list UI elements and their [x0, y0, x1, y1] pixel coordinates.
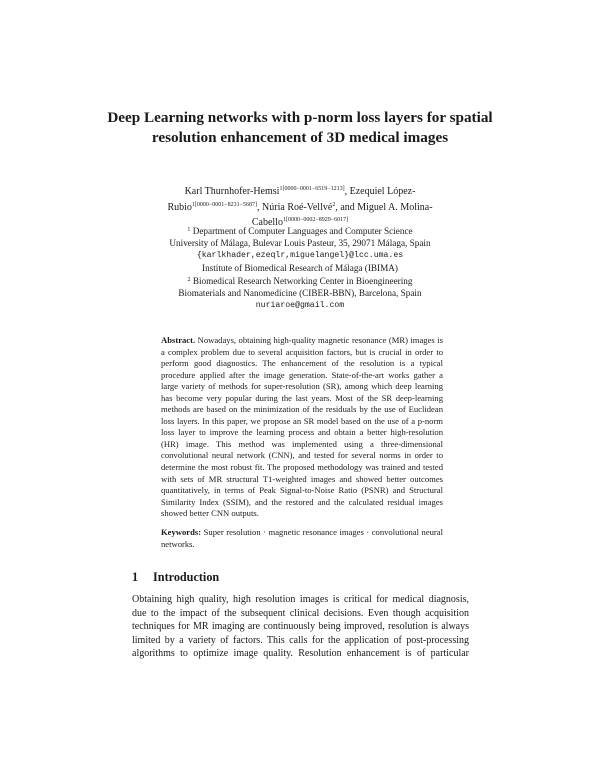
- section-heading: [132, 570, 219, 585]
- body-line: techniques for MR imaging are continuously being improved, resolution is always: [132, 621, 469, 633]
- affiliation-line: Institute of Biomedical Research of Málaga (IBIMA): [202, 262, 398, 273]
- author-list: [140, 183, 460, 230]
- section-title: Introduction: [153, 570, 220, 584]
- author-orcid: 1[0000−0001−8231−5687]: [191, 201, 258, 208]
- body-line: Obtaining high quality, high resolution images is critical for medical diagnosis,: [132, 594, 469, 605]
- affiliation-line: Department of Computer Languages and Computer Science: [192, 226, 413, 236]
- affiliation-line: Biomedical Research Networking Center in Bioengineering: [192, 276, 413, 287]
- affiliation-line: Biomaterials and Nanomedicine (CIBER-BBN), Barcelona, Spain: [178, 288, 422, 299]
- body-line: algorithms to optimize image quality. Resolution enhancement is of particular: [132, 648, 469, 660]
- abstract-text: Nowadays, obtaining high-quality magnetic resonance (MR) images is a complex problem due to several acquisition factors, but is crucial in order to perform good diagnostics. The enhancement of the resolution is a typical procedure applied after the image generation. State-of-the-art works gather a large variety of methods for super-resolution (SR), among which deep learning has become very popular during the last years. Most of the SR deep-learning methods are based on the minimization of the residuals by the use of Euclidean loss layers. In this paper, we propose an SR model based on the use of a p-norm loss layer to improve the learning process and obtain a better high-resolution (HR) image. This method was implemented using a three-dimensional convolutional neural network (CNN), and tested for several norms in order to determine the most robust fit. The proposed methodology was trained and tested with sets of MR structural T1-weighted images and showed better outcomes quantitatively, in terms of Peak Signal-to-Noise Ratio (PSNR) and Structural Similarity Index (SSIM), and the restored and the calculated residual images showed better CNN outputs.: [161, 335, 443, 519]
- author-separator: ,: [344, 186, 350, 197]
- affiliation-number: 1: [187, 227, 191, 233]
- author-name: Núria Roé-Vellvé: [262, 201, 333, 213]
- author-name: Karl Thurnhofer-Hemsi: [184, 186, 280, 197]
- section-number: 1: [132, 570, 139, 584]
- author-orcid: 1[0000−0001−6519−1213]: [279, 186, 345, 192]
- affiliation-email: nuriaroe@gmail.com: [255, 300, 345, 310]
- keywords-label: Keywords:: [161, 527, 202, 537]
- paper-title: Deep Learning networks with p-norm loss layers for spatial resolution enhancement of 3D medical images: [107, 109, 493, 146]
- body-line: due to the impact of the subsequent clinical decisions. Even though acquisition: [132, 607, 469, 619]
- affiliation-2: [150, 274, 450, 287]
- keywords: [161, 527, 443, 550]
- affiliation-line: University of Málaga, Bulevar Louis Pasteur, 35, 29071 Málaga, Spain: [169, 238, 431, 249]
- affiliations: [150, 224, 450, 312]
- author-separator: ,: [257, 201, 263, 213]
- author-name: Miguel A. Molina-Cabello: [251, 201, 433, 228]
- author-name: Ezequiel López-Rubio: [167, 186, 416, 213]
- abstract-label: Abstract.: [161, 335, 196, 345]
- abstract: [161, 335, 443, 520]
- affiliation-1: [150, 224, 450, 237]
- affiliation-number: 2: [187, 277, 191, 284]
- affiliation-email: {karlkhader,ezeqlr,miguelangel}@lcc.uma.es: [196, 250, 404, 260]
- intro-paragraph: [132, 593, 469, 661]
- keywords-text: Super resolution · magnetic resonance images · convolutional neural networks.: [161, 527, 443, 549]
- author-separator: , and: [335, 201, 358, 213]
- body-line: limited by a variety of factors. This calls for the application of post-processing: [132, 634, 469, 646]
- author-affil-mark: 2: [332, 201, 336, 208]
- author-orcid: 1[0000−0002−8929−6017]: [282, 217, 349, 223]
